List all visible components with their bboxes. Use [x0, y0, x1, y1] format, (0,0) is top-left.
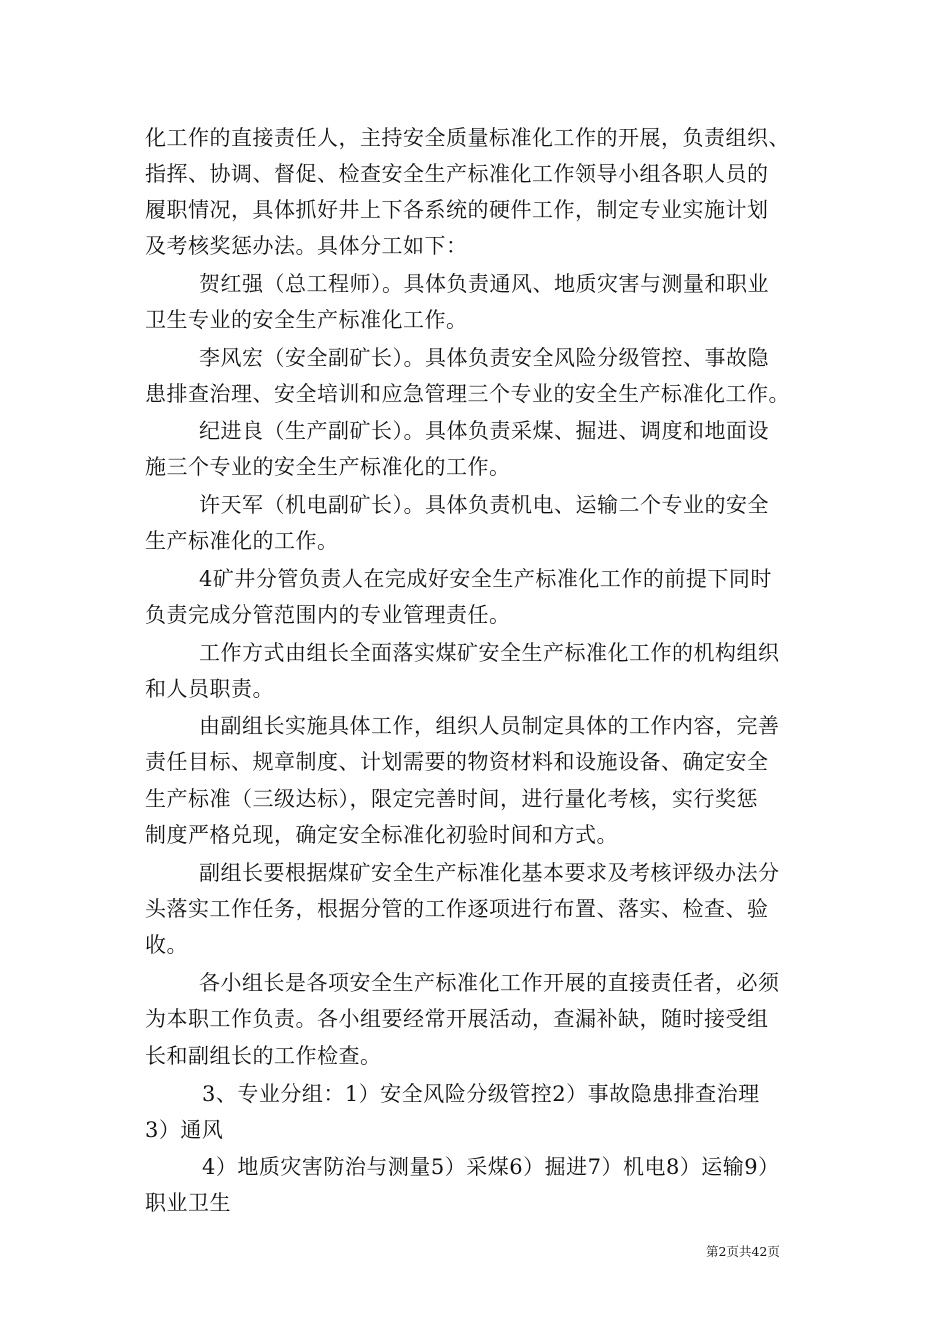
paragraph-line: 卫生专业的安全生产标准化工作。	[145, 308, 468, 332]
paragraph-line: 纪进良（生产副矿长）。具体负责采煤、掘进、调度和地面设	[199, 419, 769, 443]
paragraph-line: 和人员职责。	[145, 677, 274, 701]
paragraph-line: 履职情况，具体抓好井上下各系统的硬件工作，制定专业实施计划	[145, 198, 769, 222]
paragraph-line: 头落实工作任务，根据分管的工作逐项进行布置、落实、检查、验	[145, 897, 769, 921]
paragraph-line: 3、专业分组：1）安全风险分级管控2）事故隐患排查治理	[202, 1082, 760, 1106]
paragraph-line: 患排查治理、安全培训和应急管理三个专业的安全生产标准化工作。	[145, 382, 790, 406]
paragraph-line: 副组长要根据煤矿安全生产标准化基本要求及考核评级办法分	[199, 861, 780, 885]
paragraph-line: 长和副组长的工作检查。	[145, 1044, 382, 1068]
paragraph-line: 为本职工作负责。各小组要经常开展活动，查漏补缺，随时接受组	[145, 1007, 769, 1031]
paragraph-line: 施三个专业的安全生产标准化的工作。	[145, 455, 511, 479]
paragraph-line: 制度严格兑现，确定安全标准化初验时间和方式。	[145, 823, 618, 847]
paragraph-line: 许天军（机电副矿长）。具体负责机电、运输二个专业的安全	[199, 493, 769, 517]
paragraph-line: 指挥、协调、督促、检查安全生产标准化工作领导小组各职人员的	[145, 162, 769, 186]
paragraph-line: 化工作的直接责任人，主持安全质量标准化工作的开展，负责组织、	[145, 126, 790, 150]
paragraph-line: 4）地质灾害防治与测量5）采煤6）掘进7）机电8）运输9）	[202, 1155, 780, 1179]
paragraph-line: 4矿井分管负责人在完成好安全生产标准化工作的前提下同时	[199, 567, 772, 591]
paragraph-line: 负责完成分管范围内的专业管理责任。	[145, 603, 511, 627]
paragraph-line: 由副组长实施具体工作，组织人员制定具体的工作内容，完善	[199, 714, 780, 738]
paragraph-line: 生产标准化的工作。	[145, 529, 339, 553]
paragraph-line: 责任目标、规章制度、计划需要的物资材料和设施设备、确定安全	[145, 750, 769, 774]
page-number: 第2页共42页	[706, 1244, 780, 1259]
paragraph-line: 生产标准（三级达标），限定完善时间，进行量化考核，实行奖惩	[145, 787, 758, 811]
paragraph-line: 收。	[145, 933, 188, 957]
paragraph-line: 贺红强（总工程师）。具体负责通风、地质灾害与测量和职业	[199, 272, 769, 296]
paragraph-line: 李风宏（安全副矿长）。具体负责安全风险分级管控、事故隐	[199, 346, 769, 370]
paragraph-line: 及考核奖惩办法。具体分工如下：	[145, 234, 468, 258]
paragraph-line: 各小组长是各项安全生产标准化工作开展的直接责任者，必须	[199, 971, 780, 995]
paragraph-line: 职业卫生	[145, 1191, 231, 1215]
paragraph-line: 工作方式由组长全面落实煤矿安全生产标准化工作的机构组织	[199, 641, 780, 665]
paragraph-line: 3）通风	[145, 1118, 224, 1142]
